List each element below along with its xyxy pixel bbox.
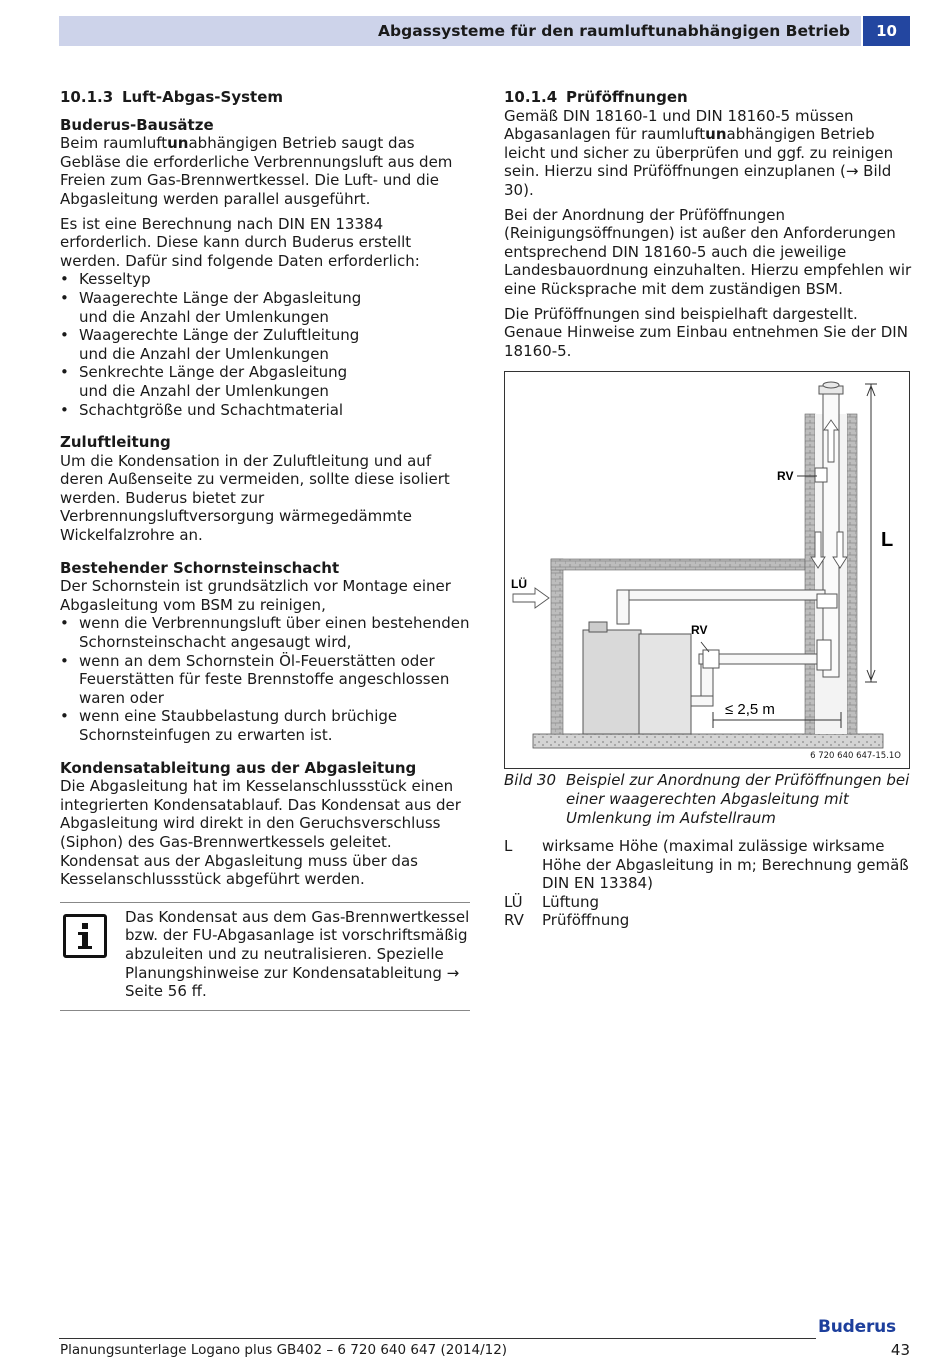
- section-number: 10.1.3: [60, 88, 114, 106]
- legend-key: L: [504, 837, 513, 856]
- label-rv-top: RV: [777, 469, 794, 484]
- legend-text: Lüftung: [542, 892, 600, 911]
- legend-text: Prüföffnung: [542, 911, 630, 930]
- legend-key: RV: [504, 911, 524, 930]
- buderus-logo: Buderus: [818, 1317, 896, 1337]
- label-rv-mid: RV: [691, 623, 708, 638]
- list-item: • Waagerechte Länge der Zuluftleitung und die Anzahl der Umlenkungen: [60, 326, 470, 363]
- figure-id: 6 720 640 647-15.1O: [810, 750, 901, 761]
- legend-row: [504, 837, 914, 893]
- requirements-list: [60, 270, 470, 419]
- notice-text: Das Kondensat aus dem Gas-Brennwertkessel bzw. der FU-Abgasanlage ist vorschriftsmäßig abzuleiten und zu neutralisieren. Spezielle Planungshinweise zur Kondensatableitung → Seite 56 ff.: [125, 907, 470, 1001]
- list-item: • Schachtgröße und Schachtmaterial: [60, 401, 470, 420]
- text-run: Beim raumluft: [60, 134, 168, 153]
- label-lu: LÜ: [511, 577, 527, 592]
- figure-legend: [504, 837, 914, 930]
- legend-key: LÜ: [504, 892, 523, 911]
- subheading-kondensatableitung: Kondensatableitung aus der Abgasleitung: [60, 758, 417, 777]
- section-heading-10-1-4: [504, 88, 914, 107]
- section-title: Prüföffnungen: [566, 88, 688, 106]
- text-run: abhängigen Betrieb saugt das Gebläse die erforderliche Verbrennungsluft aus dem Freien zum Gas-Brennwertkessel. Die Luft- und die Abgasleitung werden parallel ausgeführt.: [60, 134, 453, 208]
- conditions-list: [60, 614, 470, 744]
- subheading-bausaetze: Buderus-Bausätze: [60, 115, 214, 134]
- section-heading-10-1-3: [60, 88, 470, 107]
- emphasis: un: [167, 134, 189, 153]
- left-column: [60, 88, 470, 1011]
- header-title: Abgassysteme für den raumluftunabhängigen Betrieb: [378, 22, 850, 40]
- info-icon: [63, 914, 107, 958]
- label-l: L: [881, 529, 894, 552]
- info-notice: [60, 902, 470, 1011]
- label-distance: ≤ 2,5 m: [725, 701, 775, 719]
- list-item: • Waagerechte Länge der Abgasleitung und die Anzahl der Umlenkungen: [60, 289, 470, 326]
- paragraph: Der Schornstein ist grundsätzlich vor Montage einer Abgasleitung vom BSM zu reinigen,: [60, 577, 451, 614]
- paragraph: Um die Kondensation in der Zuluftleitung und auf deren Außenseite zu vermeiden, sollte diese isoliert werden. Buderus bietet zur Verbrennungsluftversorgung wärmegedämmte Wickelfalzrohre an.: [60, 451, 450, 545]
- right-column: [504, 88, 914, 930]
- paragraph: Bei der Anordnung der Prüföffnungen (Reinigungsöffnungen) ist außer den Anforderungen entsprechend DIN 18160-5 auch die jeweilige Landesbauordnung einzuhalten. Hierzu empfehlen wir eine Rücksprache mit dem zuständigen BSM.: [504, 205, 912, 298]
- text-run: abhängigen Betrieb leicht und sicher zu überprüfen und ggf. zu reinigen sein. Hierzu sind Prüföffnungen einzuplanen (→ Bild 30).: [504, 125, 894, 199]
- section-number: 10.1.4: [504, 88, 558, 106]
- footer-text: Planungsunterlage Logano plus GB402 – 6 720 640 647 (2014/12): [60, 1342, 508, 1358]
- legend-row: [504, 911, 914, 930]
- paragraph: [504, 107, 914, 200]
- legend-text: wirksame Höhe (maximal zulässige wirksame Höhe der Abgasleitung in m; Berechnung gemäß DIN EN 13384): [542, 837, 909, 893]
- caption-text: Beispiel zur Anordnung der Prüföffnungen bei einer waagerechten Abgasleitung mit Umlenkung im Aufstellraum: [566, 771, 910, 827]
- paragraph: Die Prüföffnungen sind beispielhaft dargestellt. Genaue Hinweise zum Einbau entnehmen Sie der DIN 18160-5.: [504, 304, 908, 360]
- diagram-svg: [505, 372, 909, 768]
- list-item: • wenn die Verbrennungsluft über einen bestehenden Schornsteinschacht angesaugt wird,: [60, 614, 470, 651]
- figure-flue-diagram: [504, 371, 910, 769]
- paragraph: Es ist eine Berechnung nach DIN EN 13384 erforderlich. Diese kann durch Buderus erstellt werden. Dafür sind folgende Daten erforderlich:: [60, 214, 420, 270]
- footer-rule: [59, 1338, 816, 1339]
- caption-number: Bild 30: [504, 771, 557, 790]
- list-item: • wenn an dem Schornstein Öl-Feuerstätten oder Feuerstätten für feste Brennstoffe angeschlossen waren oder: [60, 652, 470, 708]
- chapter-number: 10: [863, 16, 910, 46]
- list-item: • Senkrechte Länge der Abgasleitung und die Anzahl der Umlenkungen: [60, 363, 470, 400]
- list-item: • Kesseltyp: [60, 270, 470, 289]
- paragraph: [60, 134, 470, 208]
- legend-row: [504, 893, 914, 912]
- subheading-zuluftleitung: Zuluftleitung: [60, 433, 171, 452]
- section-title: Luft-Abgas-System: [122, 88, 284, 106]
- list-item: • wenn eine Staubbelastung durch brüchige Schornsteinfugen zu erwarten ist.: [60, 707, 470, 744]
- page-number: 43: [890, 1341, 910, 1359]
- subheading-schornsteinschacht: Bestehender Schornsteinschacht: [60, 558, 340, 577]
- figure-caption: [504, 771, 914, 827]
- paragraph: Die Abgasleitung hat im Kesselanschlussstück einen integrierten Kondensatablauf. Das Kondensat aus der Abgasleitung wird direkt in den Geruchsverschluss (Siphon) des Gas-Brennwertkessels geleitet. Kondensat aus der Abgasleitung muss über das Kesselanschlussstück abgeführt werden.: [60, 777, 461, 889]
- text-run: Gemäß DIN 18160-1 und DIN 18160-5 müssen Abgasanlagen für raumluft: [504, 106, 854, 144]
- emphasis: un: [705, 125, 727, 144]
